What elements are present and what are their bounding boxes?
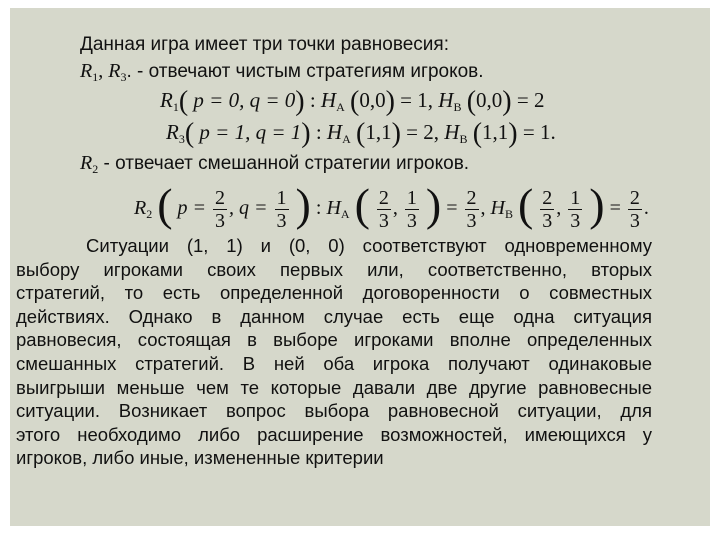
frac-q-den: 3 (276, 209, 287, 232)
frac-p-num: 2 (215, 186, 226, 209)
eq3-ha-sub: A (342, 132, 351, 146)
eq3-hb-sub: B (459, 132, 468, 146)
frac-q-num: 1 (276, 186, 287, 209)
paragraph-line: выбору игроками своих первых или, соответственно, вторых (16, 258, 652, 280)
eq3-label: R (166, 120, 179, 144)
frac-hav-num: 2 (466, 186, 477, 209)
frac-hb1-num: 2 (542, 186, 553, 209)
r2-subscript: 2 (92, 162, 99, 176)
fraction-ha-1 (377, 187, 391, 232)
r3-subscript: 3 (120, 70, 127, 84)
r3-symbol: R (108, 60, 121, 82)
eq2-ha-sub: A (340, 207, 350, 221)
eq1-hb: H (438, 88, 454, 112)
fraction-hb-value (628, 187, 642, 232)
paragraph-line: смешанных стратегий. В ней оба игрока получают одинаковые (16, 352, 652, 374)
eq2-hb-comma: , (556, 197, 562, 219)
fraction-hb-1 (540, 187, 554, 232)
eq3-hb-args: 1,1 (482, 120, 509, 144)
heading-text: Данная игра имеет три точки равновесия: (80, 34, 449, 55)
paragraph-line: игроков, либо иные, измененные критерии (16, 447, 384, 469)
eq2-ha-comma: , (392, 197, 398, 219)
eq3-ha-args: 1,1 (365, 120, 392, 144)
explanation-paragraph (16, 234, 652, 470)
eq1-hb-value: = 2 (516, 88, 545, 112)
eq1-ha-value: = 1, (400, 88, 434, 112)
eq2-hb-equals: = (609, 197, 621, 219)
equation-r3: $R_3$( p = 1, q = 1) : $H_A$ (1,1) = 2, $H_B$ (1,1) = 1. (166, 118, 556, 149)
fraction-q (275, 187, 289, 232)
eq1-label: R (160, 88, 173, 112)
eq3-label-sub: 3 (178, 132, 185, 146)
eq1-ha-args: 0,0 (359, 88, 386, 112)
eq3-ha: H (326, 120, 343, 144)
pure-strategies-line: $R_1$, $R_3$. - отвечают чистым стратегиям игроков. (80, 60, 484, 84)
r2-symbol: R (80, 152, 93, 174)
eq1-hb-args: 0,0 (476, 88, 503, 112)
eq2-q-var: , q = (229, 197, 268, 219)
frac-ha2-num: 1 (406, 186, 417, 209)
eq2-label: R (134, 197, 147, 219)
pure-strategies-text: . - отвечают чистым стратегиям игроков. (126, 61, 484, 82)
eq1-ha-sub: A (336, 100, 345, 114)
eq2-colon: : (315, 197, 322, 219)
frac-hbv-den: 3 (629, 209, 640, 232)
eq2-ha-equals: = (446, 197, 458, 219)
eq2-ha: H (326, 197, 341, 219)
frac-ha2-den: 3 (406, 209, 417, 232)
equation-r1: $R_1$( p = 0, q = 0) : $H_A$ (0,0) = 1, $H_B$ (0,0) = 2 (160, 86, 545, 117)
eq2-tail: . (643, 197, 649, 219)
fraction-hb-2 (568, 187, 582, 232)
eq3-hb: H (444, 120, 460, 144)
r1-subscript: 1 (92, 70, 99, 84)
eq1-ha: H (320, 88, 337, 112)
paragraph-line: действиях. Однако в данном случае есть еще одна ситуация (16, 305, 652, 327)
fraction-p (213, 187, 227, 232)
frac-hb1-den: 3 (542, 209, 553, 232)
mixed-strategy-line (80, 152, 469, 180)
eq1-pq: p = 0, q = 0 (193, 88, 296, 112)
eq3-hb-value: = 1. (522, 120, 556, 144)
paragraph-line: выигрыши меньше чем те которые давали две другие равновесные (16, 376, 652, 398)
frac-ha1-den: 3 (378, 209, 389, 232)
fraction-ha-value (465, 187, 479, 232)
eq2-hb: H (490, 197, 505, 219)
eq1-hb-sub: B (453, 100, 462, 114)
eq2-p-var: p = (177, 197, 207, 219)
paragraph-line: равновесия, состоящая в выборе игроками вполне определенных (16, 329, 652, 351)
eq2-hb-sub: B (504, 207, 513, 221)
paragraph-line: стратегий, то есть определенной договоренности о совместных (16, 282, 652, 304)
eq1-label-sub: 1 (172, 100, 179, 114)
eq2-label-sub: 2 (146, 207, 153, 221)
frac-hb2-num: 1 (570, 186, 581, 209)
eq3-pq: p = 1, q = 1 (199, 120, 302, 144)
mixed-strategy-text: - отвечает смешанной стратегии игроков. (98, 153, 470, 174)
eq2-value-comma: , (480, 197, 486, 219)
fraction-ha-2 (405, 187, 419, 232)
frac-hb2-den: 3 (570, 209, 581, 232)
paragraph-line: Ситуации (1, 1) и (0, 0) соответствуют одновременному (86, 235, 652, 256)
r1-symbol: R (80, 60, 93, 82)
frac-p-den: 3 (215, 209, 226, 232)
frac-ha1-num: 2 (378, 186, 389, 209)
eq3-ha-value: = 2, (406, 120, 440, 144)
frac-hbv-num: 2 (629, 186, 640, 209)
paragraph-line: этого необходимо либо расширение возможностей, имеющихся у (16, 423, 652, 445)
paragraph-line: ситуации. Возникает вопрос выбора равновесной ситуации, для (16, 400, 652, 422)
frac-hav-den: 3 (466, 209, 477, 232)
equation-r2: $R_2$ ( p = $\frac{2}{3}$ , q = $\frac{1}{3}$ ) : $H_A$ ( $\frac{2}{3}$ , $\frac{1}{3}$ ) = $\frac{2}{3}$ , $H_B$ ( $\frac{2}{3}$ , $\frac{1}{3}$ ) = $\frac{2}{3}$ . (134, 179, 649, 232)
